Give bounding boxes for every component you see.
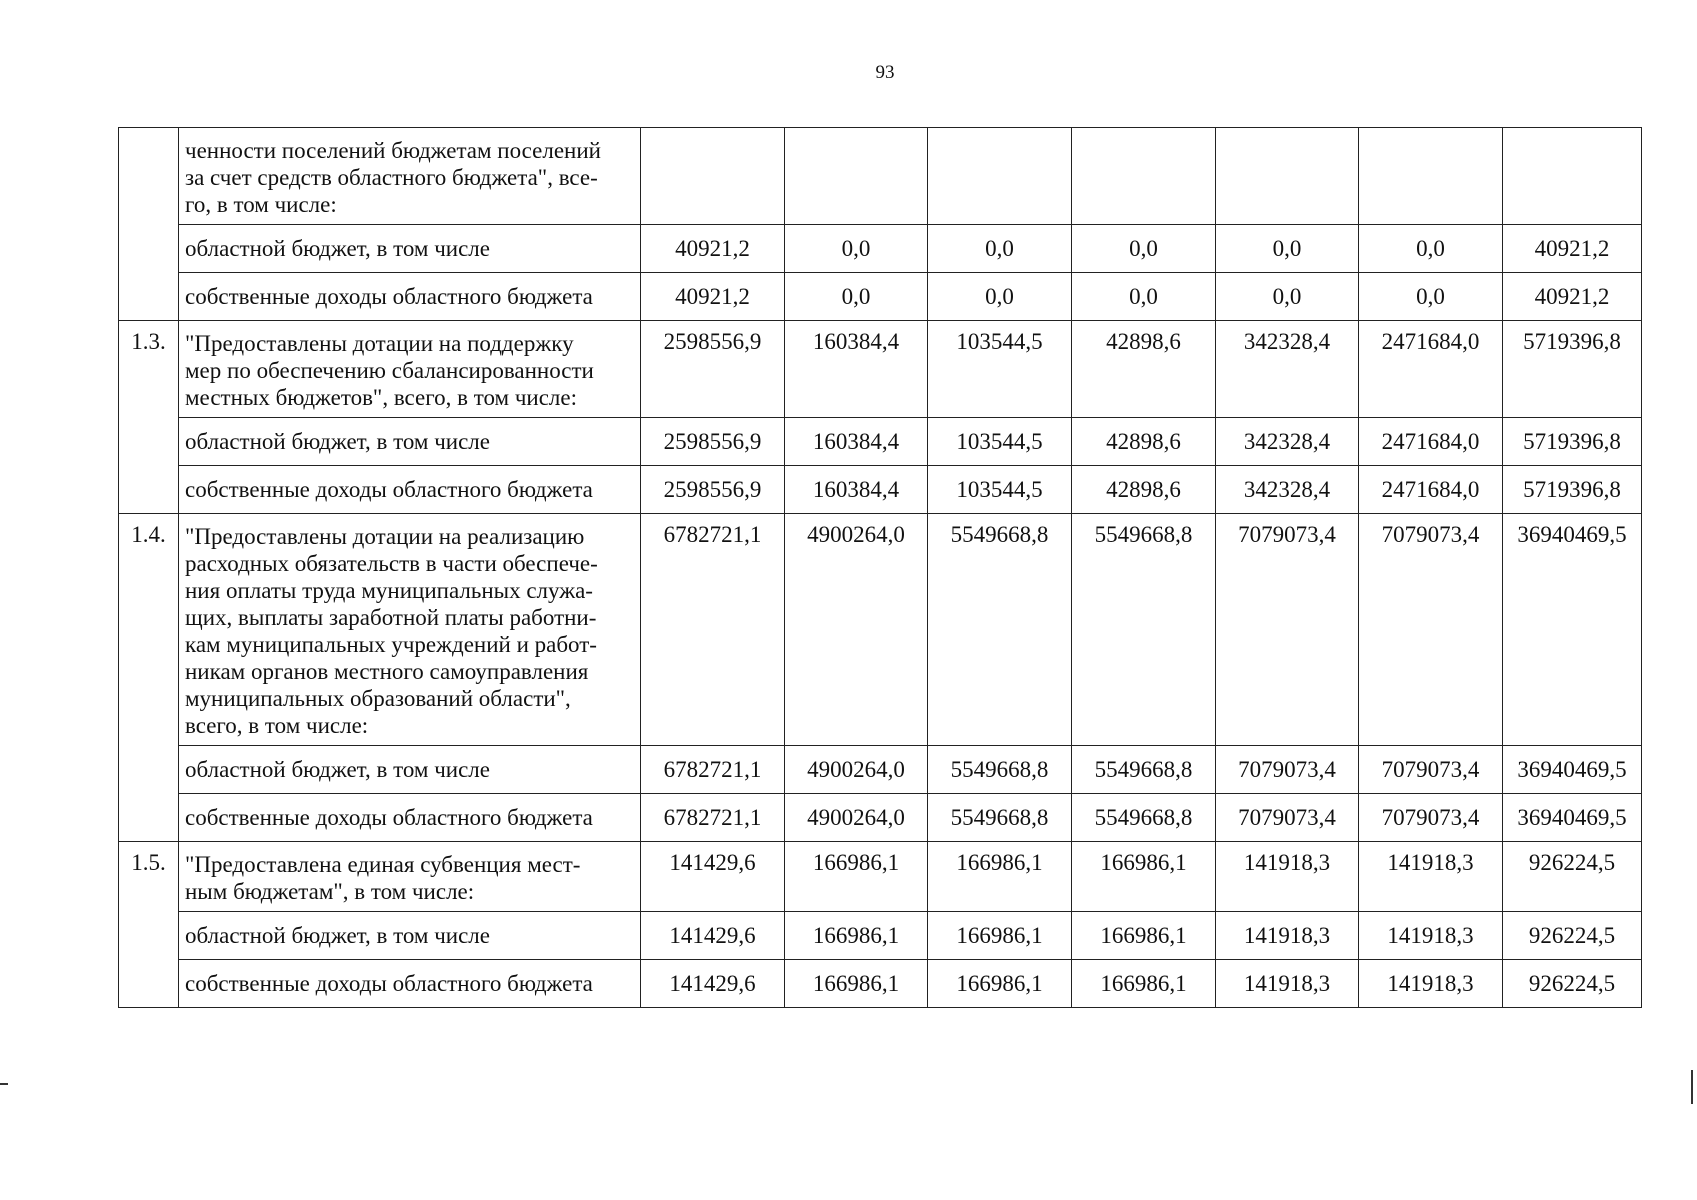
row-description [179, 794, 641, 842]
value-cell [928, 128, 1072, 225]
value-cell: 7079073,4 [1359, 514, 1503, 746]
row-description [179, 418, 641, 466]
value-cell: 0,0 [1359, 273, 1503, 321]
table-row [119, 418, 1642, 466]
value-cell: 40921,2 [641, 273, 785, 321]
description-line: муниципальных образований области", [185, 686, 571, 711]
table-section-row [119, 514, 1642, 746]
value-cell: 0,0 [928, 273, 1072, 321]
value-cell: 0,0 [928, 225, 1072, 273]
value-cell: 166986,1 [1072, 842, 1216, 912]
value-cell: 141918,3 [1216, 960, 1359, 1008]
value-cell: 5549668,8 [1072, 514, 1216, 746]
row-description [179, 960, 641, 1008]
table-row [119, 912, 1642, 960]
value-cell: 0,0 [1359, 225, 1503, 273]
value-cell: 141429,6 [641, 960, 785, 1008]
description-line: "Предоставлены дотации на реализацию [185, 524, 585, 549]
value-cell: 42898,6 [1072, 321, 1216, 418]
table-section-row [119, 321, 1642, 418]
description-line: расходных обязательств в части обеспече- [185, 551, 598, 576]
row-number: 1.3. [119, 321, 179, 514]
value-cell: 2471684,0 [1359, 321, 1503, 418]
value-cell: 0,0 [1072, 273, 1216, 321]
description-line: кам муниципальных учреждений и работ- [185, 632, 597, 657]
value-cell: 5549668,8 [1072, 746, 1216, 794]
row-description [179, 746, 641, 794]
value-cell: 36940469,5 [1503, 794, 1642, 842]
description-line: областной бюджет, в том числе [185, 923, 490, 948]
value-cell: 103544,5 [928, 321, 1072, 418]
row-number: 1.4. [119, 514, 179, 842]
value-cell: 6782721,1 [641, 746, 785, 794]
value-cell: 141918,3 [1359, 842, 1503, 912]
row-description [179, 514, 641, 746]
table-row [119, 225, 1642, 273]
value-cell [1216, 128, 1359, 225]
value-cell: 166986,1 [785, 960, 928, 1008]
value-cell: 40921,2 [1503, 225, 1642, 273]
value-cell: 141918,3 [1359, 960, 1503, 1008]
row-number [119, 128, 179, 321]
value-cell: 5549668,8 [928, 794, 1072, 842]
description-line: "Предоставлена единая субвенция мест- [185, 852, 581, 877]
value-cell [785, 128, 928, 225]
value-cell: 342328,4 [1216, 418, 1359, 466]
value-cell: 0,0 [785, 225, 928, 273]
description-line: ным бюджетам", в том числе: [185, 879, 475, 904]
value-cell: 36940469,5 [1503, 514, 1642, 746]
value-cell: 6782721,1 [641, 514, 785, 746]
value-cell: 160384,4 [785, 321, 928, 418]
value-cell: 2471684,0 [1359, 466, 1503, 514]
description-line: местных бюджетов", всего, в том числе: [185, 385, 577, 410]
table-row [119, 960, 1642, 1008]
value-cell: 0,0 [1216, 273, 1359, 321]
value-cell: 40921,2 [1503, 273, 1642, 321]
value-cell: 141918,3 [1216, 912, 1359, 960]
value-cell [1359, 128, 1503, 225]
scan-mark [1691, 1070, 1693, 1104]
value-cell: 141918,3 [1216, 842, 1359, 912]
value-cell: 0,0 [785, 273, 928, 321]
value-cell: 36940469,5 [1503, 746, 1642, 794]
value-cell: 141918,3 [1359, 912, 1503, 960]
description-line: областной бюджет, в том числе [185, 429, 490, 454]
value-cell: 342328,4 [1216, 321, 1359, 418]
value-cell: 166986,1 [928, 842, 1072, 912]
description-line: щих, выплаты заработной платы работни- [185, 605, 597, 630]
value-cell: 5549668,8 [928, 746, 1072, 794]
table-body [119, 128, 1642, 1008]
value-cell: 2598556,9 [641, 466, 785, 514]
row-description [179, 225, 641, 273]
description-line: собственные доходы областного бюджета [185, 284, 593, 309]
budget-table [118, 127, 1642, 1008]
value-cell [641, 128, 785, 225]
value-cell: 4900264,0 [785, 746, 928, 794]
table-row [119, 466, 1642, 514]
row-description [179, 321, 641, 418]
value-cell: 5719396,8 [1503, 466, 1642, 514]
table-row [119, 273, 1642, 321]
value-cell: 0,0 [1072, 225, 1216, 273]
page-number: 93 [875, 62, 895, 83]
value-cell: 7079073,4 [1359, 746, 1503, 794]
value-cell: 5549668,8 [1072, 794, 1216, 842]
table-row [119, 794, 1642, 842]
value-cell: 2598556,9 [641, 321, 785, 418]
value-cell: 42898,6 [1072, 466, 1216, 514]
description-line: го, в том числе: [185, 192, 337, 217]
row-description [179, 912, 641, 960]
value-cell: 7079073,4 [1216, 794, 1359, 842]
value-cell [1072, 128, 1216, 225]
description-line: областной бюджет, в том числе [185, 236, 490, 261]
description-line: собственные доходы областного бюджета [185, 971, 593, 996]
value-cell: 7079073,4 [1359, 794, 1503, 842]
value-cell: 160384,4 [785, 466, 928, 514]
row-number: 1.5. [119, 842, 179, 1008]
value-cell: 7079073,4 [1216, 746, 1359, 794]
description-line: областной бюджет, в том числе [185, 757, 490, 782]
description-line: мер по обеспечению сбалансированности [185, 358, 594, 383]
description-line: ченности поселений бюджетам поселений [185, 138, 601, 163]
value-cell: 166986,1 [1072, 960, 1216, 1008]
value-cell: 166986,1 [785, 912, 928, 960]
value-cell: 166986,1 [785, 842, 928, 912]
value-cell: 0,0 [1216, 225, 1359, 273]
value-cell: 5719396,8 [1503, 321, 1642, 418]
description-line: никам органов местного самоуправления [185, 659, 589, 684]
value-cell: 2598556,9 [641, 418, 785, 466]
value-cell: 166986,1 [1072, 912, 1216, 960]
value-cell: 141429,6 [641, 912, 785, 960]
value-cell: 926224,5 [1503, 842, 1642, 912]
value-cell: 103544,5 [928, 418, 1072, 466]
row-description [179, 128, 641, 225]
value-cell: 40921,2 [641, 225, 785, 273]
description-line: собственные доходы областного бюджета [185, 477, 593, 502]
value-cell: 103544,5 [928, 466, 1072, 514]
value-cell: 2471684,0 [1359, 418, 1503, 466]
value-cell: 926224,5 [1503, 960, 1642, 1008]
description-line: ния оплаты труда муниципальных служа- [185, 578, 593, 603]
description-line: "Предоставлены дотации на поддержку [185, 331, 574, 356]
table-section-row [119, 128, 1642, 225]
value-cell: 342328,4 [1216, 466, 1359, 514]
value-cell: 6782721,1 [641, 794, 785, 842]
value-cell: 4900264,0 [785, 794, 928, 842]
value-cell: 160384,4 [785, 418, 928, 466]
value-cell: 5719396,8 [1503, 418, 1642, 466]
value-cell: 42898,6 [1072, 418, 1216, 466]
row-description [179, 466, 641, 514]
value-cell: 5549668,8 [928, 514, 1072, 746]
value-cell: 166986,1 [928, 912, 1072, 960]
description-line: всего, в том числе: [185, 713, 369, 738]
description-line: собственные доходы областного бюджета [185, 805, 593, 830]
description-line: за счет средств областного бюджета", все- [185, 165, 598, 190]
row-description [179, 842, 641, 912]
table-row [119, 746, 1642, 794]
value-cell: 4900264,0 [785, 514, 928, 746]
row-description [179, 273, 641, 321]
value-cell: 166986,1 [928, 960, 1072, 1008]
value-cell [1503, 128, 1642, 225]
value-cell: 7079073,4 [1216, 514, 1359, 746]
scan-mark [0, 1083, 8, 1085]
value-cell: 926224,5 [1503, 912, 1642, 960]
table-section-row [119, 842, 1642, 912]
value-cell: 141429,6 [641, 842, 785, 912]
